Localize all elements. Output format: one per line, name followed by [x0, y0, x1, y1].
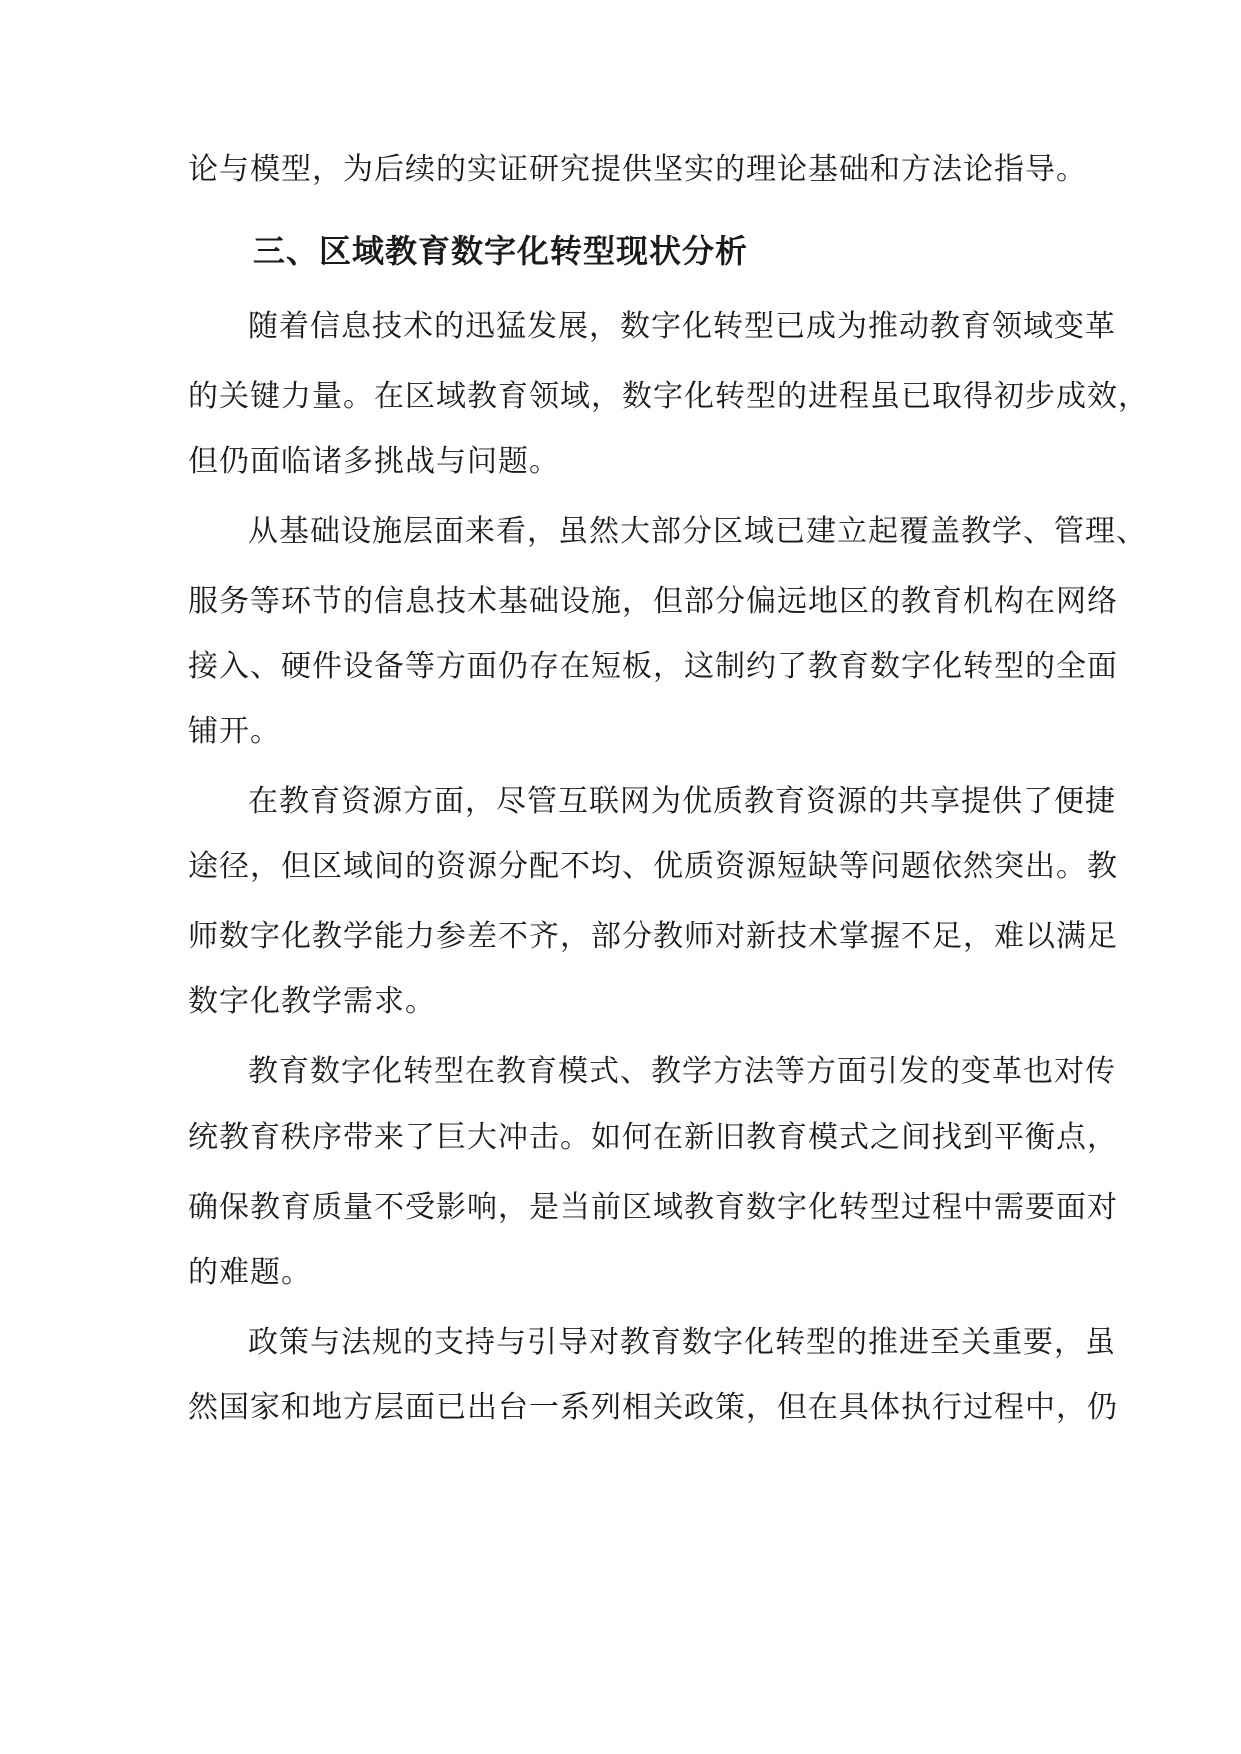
- paragraph-line: 论与模型，为后续的实证研究提供坚实的理论基础和方法论指导。: [188, 152, 1087, 187]
- section-heading: 三、区域教育数字化转型现状分析: [253, 232, 749, 270]
- paragraph-line: 但仍面临诸多挑战与问题。: [188, 444, 560, 479]
- paragraph-line: 途径，但区域间的资源分配不均、优质资源短缺等问题依然突出。教: [188, 849, 1118, 884]
- paragraph-line: 铺开。: [188, 714, 281, 749]
- paragraph-line: 从基础设施层面来看，虽然大部分区域已建立起覆盖教学、管理、: [248, 514, 1147, 549]
- paragraph-line: 的关键力量。在区域教育领域，数字化转型的进程虽已取得初步成效，: [188, 379, 1149, 414]
- paragraph-line: 师数字化教学能力参差不齐，部分教师对新技术掌握不足，难以满足: [188, 919, 1118, 954]
- paragraph-line: 接入、硬件设备等方面仍存在短板，这制约了教育数字化转型的全面: [188, 649, 1118, 684]
- paragraph-line: 然国家和地方层面已出台一系列相关政策，但在具体执行过程中，仍: [188, 1390, 1118, 1425]
- paragraph-line: 在教育资源方面，尽管互联网为优质教育资源的共享提供了便捷: [248, 784, 1116, 819]
- paragraph-line: 政策与法规的支持与引导对教育数字化转型的推进至关重要，虽: [248, 1325, 1116, 1360]
- paragraph-line: 数字化教学需求。: [188, 984, 436, 1019]
- paragraph-line: 统教育秩序带来了巨大冲击。如何在新旧教育模式之间找到平衡点，: [188, 1120, 1118, 1155]
- paragraph-line: 的难题。: [188, 1255, 312, 1290]
- paragraph-line: 服务等环节的信息技术基础设施，但部分偏远地区的教育机构在网络: [188, 584, 1118, 619]
- paragraph-line: 教育数字化转型在教育模式、教学方法等方面引发的变革也对传: [248, 1054, 1116, 1089]
- paragraph-line: 随着信息技术的迅猛发展，数字化转型已成为推动教育领域变革: [248, 309, 1116, 344]
- paragraph-line: 确保教育质量不受影响，是当前区域教育数字化转型过程中需要面对: [188, 1190, 1118, 1225]
